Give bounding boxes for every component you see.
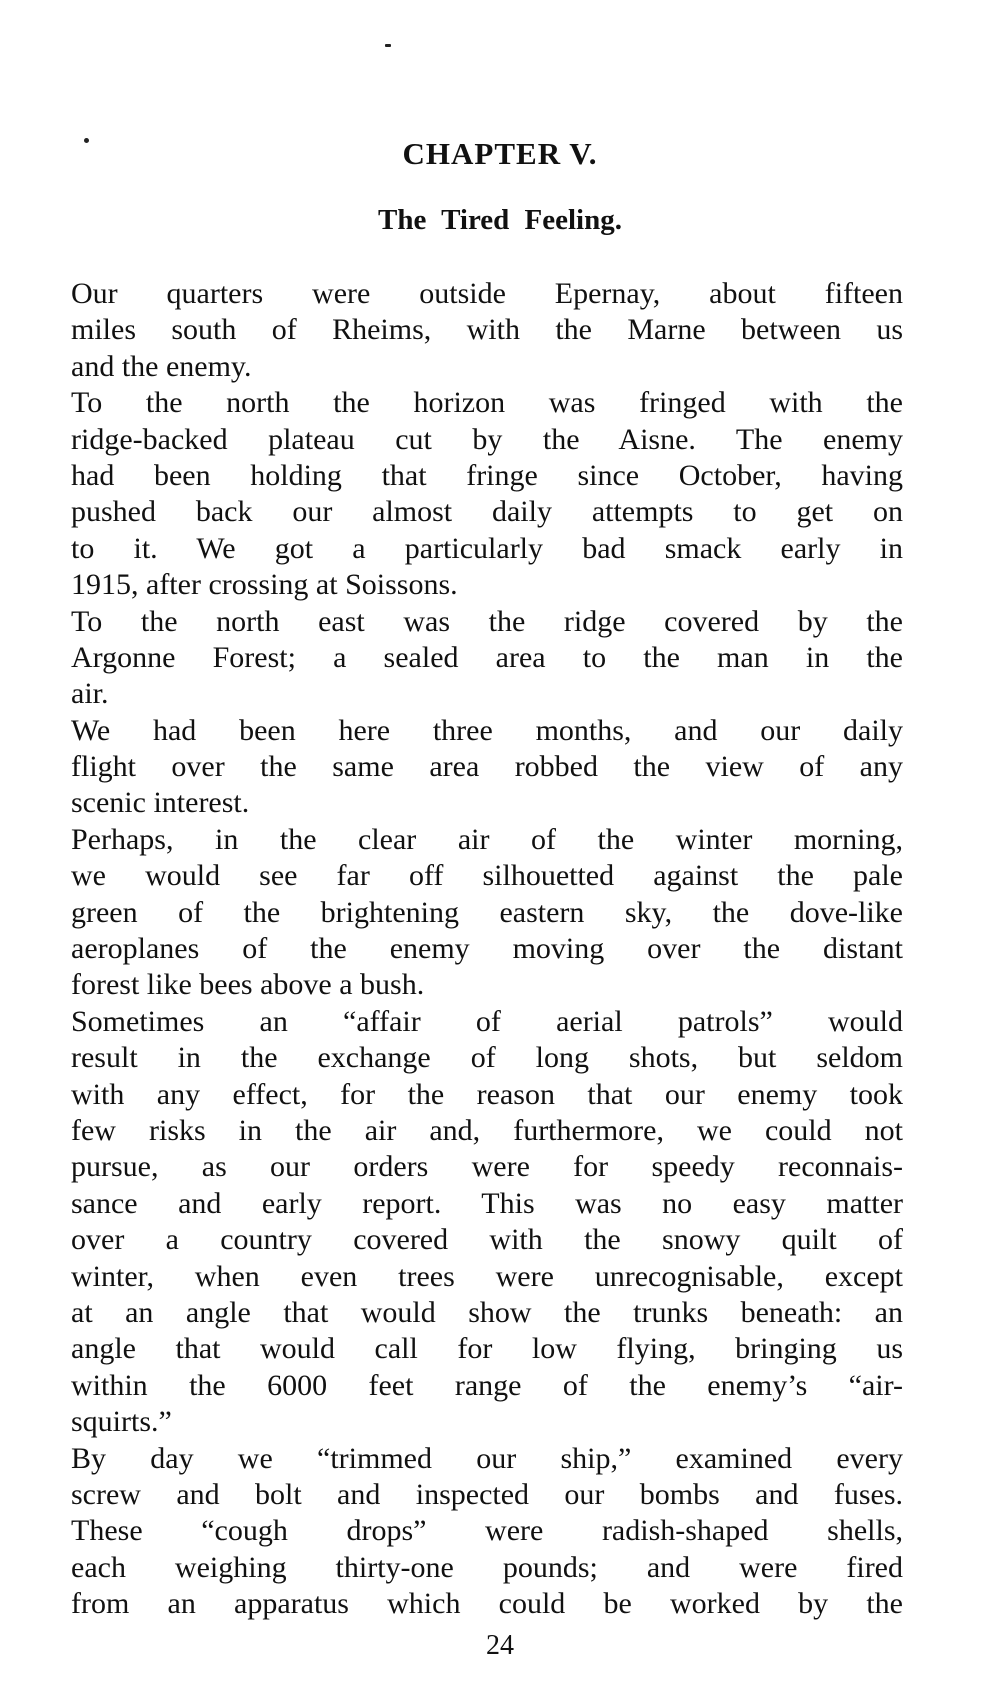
text-line: angle that would call for low flying, bringing us (71, 1332, 903, 1366)
text-line: few risks in the air and, furthermore, we could not (71, 1113, 903, 1147)
text-line: and the enemy. (71, 349, 252, 383)
chapter-heading: CHAPTER V. (402, 136, 598, 171)
text-line: aeroplanes of the enemy moving over the distant (71, 932, 903, 966)
scan-speck (385, 44, 391, 47)
text-line: had been holding that fringe since October, having (71, 458, 903, 492)
text-line: at an angle that would show the trunks beneath: an (71, 1295, 903, 1329)
text-line: pursue, as our orders were for speedy reconnais- (71, 1150, 903, 1184)
text-line: to it. We got a particularly bad smack early in (71, 531, 903, 565)
text-line: Perhaps, in the clear air of the winter morning, (71, 822, 903, 856)
text-line: screw and bolt and inspected our bombs and fuses. (71, 1477, 903, 1511)
text-line: from an apparatus which could be worked by the (71, 1587, 903, 1621)
text-line: These “cough drops” were radish-shaped shells, (71, 1514, 903, 1548)
chapter-title: The Tired Feeling. (378, 204, 622, 236)
text-line: To the north east was the ridge covered by the (71, 604, 903, 638)
text-line: winter, when even trees were unrecognisable, except (71, 1259, 903, 1293)
text-line: forest like bees above a bush. (71, 968, 425, 1002)
text-line: Sometimes an “affair of aerial patrols” would (71, 1004, 903, 1038)
text-line: within the 6000 feet range of the enemy’s “air- (71, 1368, 903, 1402)
text-line: green of the brightening eastern sky, the dove-like (71, 895, 903, 929)
text-line: result in the exchange of long shots, but seldom (71, 1041, 903, 1075)
text-line: over a country covered with the snowy quilt of (71, 1223, 903, 1257)
text-line: pushed back our almost daily attempts to get on (71, 495, 903, 529)
text-line: ridge-backed plateau cut by the Aisne. The enemy (71, 422, 903, 456)
text-line: each weighing thirty-one pounds; and were fired (71, 1550, 903, 1584)
text-line: Argonne Forest; a sealed area to the man in the (71, 640, 903, 674)
text-line: air. (71, 677, 109, 711)
text-line: We had been here three months, and our daily (71, 713, 903, 747)
text-line: By day we “trimmed our ship,” examined every (71, 1441, 903, 1475)
text-line: we would see far off silhouetted against the pale (71, 859, 903, 893)
text-line: Our quarters were outside Epernay, about fifteen (71, 277, 903, 310)
text-line: 1915, after crossing at Soissons. (71, 568, 458, 602)
text-line: flight over the same area robbed the view of any (71, 750, 903, 784)
text-line: sance and early report. This was no easy matter (71, 1186, 903, 1220)
text-line: To the north the horizon was fringed with the (71, 386, 903, 420)
text-line: squirts.” (71, 1405, 172, 1439)
text-line: with any effect, for the reason that our enemy took (71, 1077, 903, 1111)
text-line: scenic interest. (71, 786, 250, 820)
page-number: 24 (486, 1630, 514, 1661)
body-text (71, 276, 903, 1622)
text-line: miles south of Rheims, with the Marne between us (71, 313, 903, 347)
